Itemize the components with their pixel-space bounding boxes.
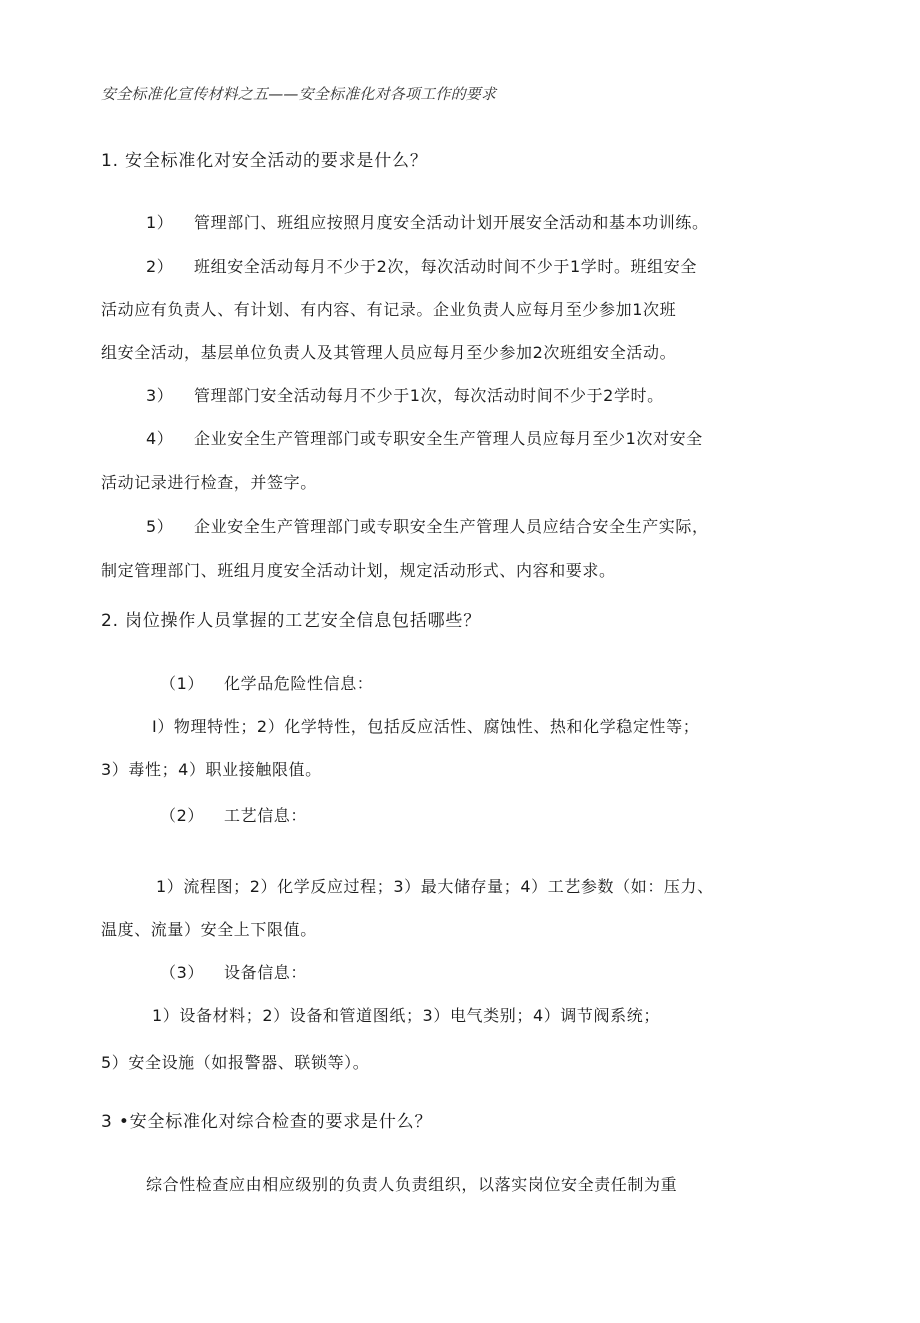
item-text: 企业安全生产管理部门或专职安全生产管理人员应结合安全生产实际， — [194, 517, 709, 536]
q3-paragraph: 综合性检查应由相应级别的负责人负责组织，以落实岗位安全责任制为重 — [146, 1175, 678, 1194]
q2-section-1-line-1: I）物理特性；2）化学特性，包括反应活性、腐蚀性、热和化学稳定性等； — [152, 717, 700, 736]
section-label: 设备信息： — [224, 963, 308, 982]
q2-section-2-line-1: 1）流程图；2）化学反应过程；3）最大储存量；4）工艺参数（如：压力、 — [156, 877, 714, 896]
question-1-title: 1. 安全标准化对安全活动的要求是什么？ — [101, 151, 428, 171]
q1-item-2-cont-2: 组安全活动，基层单位负责人及其管理人员应每月至少参加2次班组安全活动。 — [101, 343, 677, 362]
q2-section-3-line-1: 1）设备材料；2）设备和管道图纸；3）电气类别；4）调节阀系统； — [152, 1006, 660, 1025]
section-label: 工艺信息： — [224, 806, 308, 825]
q2-section-3-line-2: 5）安全设施（如报警器、联锁等）。 — [101, 1053, 370, 1072]
section-number: （1） — [160, 674, 204, 693]
item-number: 2） — [146, 257, 174, 276]
q2-section-2-line-2: 温度、流量）安全上下限值。 — [101, 920, 317, 939]
q1-item-5-cont-1: 制定管理部门、班组月度安全活动计划，规定活动形式、内容和要求。 — [101, 561, 616, 580]
item-text: 企业安全生产管理部门或专职安全生产管理人员应每月至少1次对安全 — [194, 429, 703, 448]
q1-item-4 — [146, 429, 703, 449]
q1-item-2-cont-1: 活动应有负责人、有计划、有内容、有记录。企业负责人应每月至少参加1次班 — [101, 300, 677, 319]
q2-section-2-heading — [160, 806, 307, 826]
q1-item-3 — [146, 386, 664, 406]
section-number: （3） — [160, 963, 204, 982]
document-header: 安全标准化宣传材料之五——安全标准化对各项工作的要求 — [101, 85, 497, 103]
item-text: 管理部门安全活动每月不少于1次，每次活动时间不少于2学时。 — [194, 386, 664, 405]
q2-section-1-line-2: 3）毒性；4）职业接触限值。 — [101, 760, 322, 779]
q1-item-4-cont-1: 活动记录进行检查，并签字。 — [101, 473, 317, 492]
q2-section-1-heading — [160, 674, 373, 694]
q1-item-5 — [146, 517, 709, 537]
question-3-title: 3 •安全标准化对综合检查的要求是什么？ — [101, 1112, 433, 1132]
q2-section-3-heading — [160, 963, 307, 983]
section-label: 化学品危险性信息： — [224, 674, 374, 693]
item-number: 3） — [146, 386, 174, 405]
item-text: 管理部门、班组应按照月度安全活动计划开展安全活动和基本功训练。 — [194, 213, 709, 232]
q1-item-2 — [146, 257, 697, 277]
section-number: （2） — [160, 806, 204, 825]
item-number: 5） — [146, 517, 174, 536]
question-2-title: 2. 岗位操作人员掌握的工艺安全信息包括哪些？ — [101, 611, 482, 631]
item-number: 1） — [146, 213, 174, 232]
item-text: 班组安全活动每月不少于2次，每次活动时间不少于1学时。班组安全 — [194, 257, 697, 276]
q1-item-1 — [146, 213, 709, 233]
item-number: 4） — [146, 429, 174, 448]
